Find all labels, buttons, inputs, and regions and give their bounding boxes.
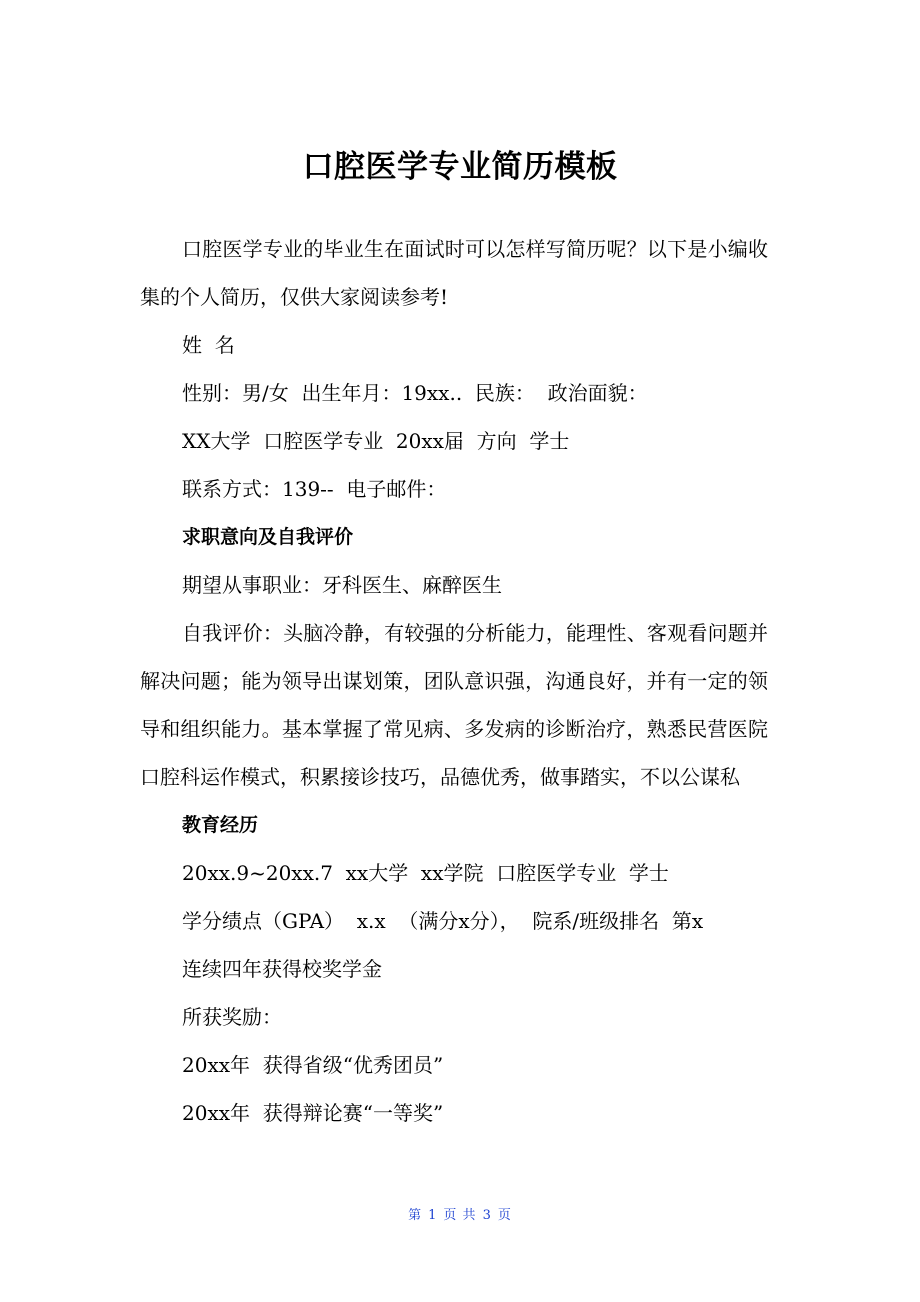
page-footer [0, 1206, 920, 1226]
intro-paragraph: 口腔医学专业的毕业生在面试时可以怎样写简历呢？以下是小编收集的个人简历，仅供大家阅读参考! [140, 237, 768, 309]
footer-total-pages: 3 [482, 1208, 492, 1223]
education-line: 20xx.9~20xx.7 xx大学 xx学院 口腔医学专业 学士 [182, 861, 669, 885]
basic-info-line: 性别：男/女 出生年月：19xx.. 民族： 政治面貌： [182, 381, 648, 405]
contact-line: 联系方式：139-- 电子邮件： [182, 477, 447, 501]
awards-label: 所获奖励： [182, 1005, 282, 1029]
name-line: 姓 名 [182, 333, 235, 357]
award-item-2: 20xx年 获得辩论赛“一等奖” [182, 1101, 444, 1125]
award-item-1: 20xx年 获得省级“优秀团员” [182, 1053, 444, 1077]
self-evaluation-paragraph: 自我评价：头脑冷静，有较强的分析能力，能理性、客观看问题并解决问题；能为领导出谋划策，团队意识强，沟通良好，并有一定的领导和组织能力。基本掌握了常见病、多发病的诊断治疗，熟悉民营医院口腔科运作模式，积累接诊技巧，品德优秀，做事踏实，不以公谋私 [140, 621, 768, 789]
footer-prefix: 第 [408, 1208, 423, 1223]
scholarship-line: 连续四年获得校奖学金 [182, 957, 382, 981]
section-heading-education: 教育经历 [182, 814, 259, 836]
footer-mid: 页 共 [443, 1208, 477, 1223]
desired-job-line: 期望从事职业：牙科医生、麻醉医生 [182, 573, 502, 597]
page-title: 口腔医学专业简历模板 [302, 149, 618, 185]
gpa-line: 学分绩点（GPA） x.x （满分x分）， 院系/班级排名 第x [182, 909, 704, 933]
document-body [140, 225, 768, 1137]
footer-suffix: 页 [497, 1208, 512, 1223]
footer-current-page: 1 [428, 1208, 438, 1223]
school-line: XX大学 口腔医学专业 20xx届 方向 学士 [182, 429, 570, 453]
section-heading-job-intention: 求职意向及自我评价 [182, 526, 354, 548]
